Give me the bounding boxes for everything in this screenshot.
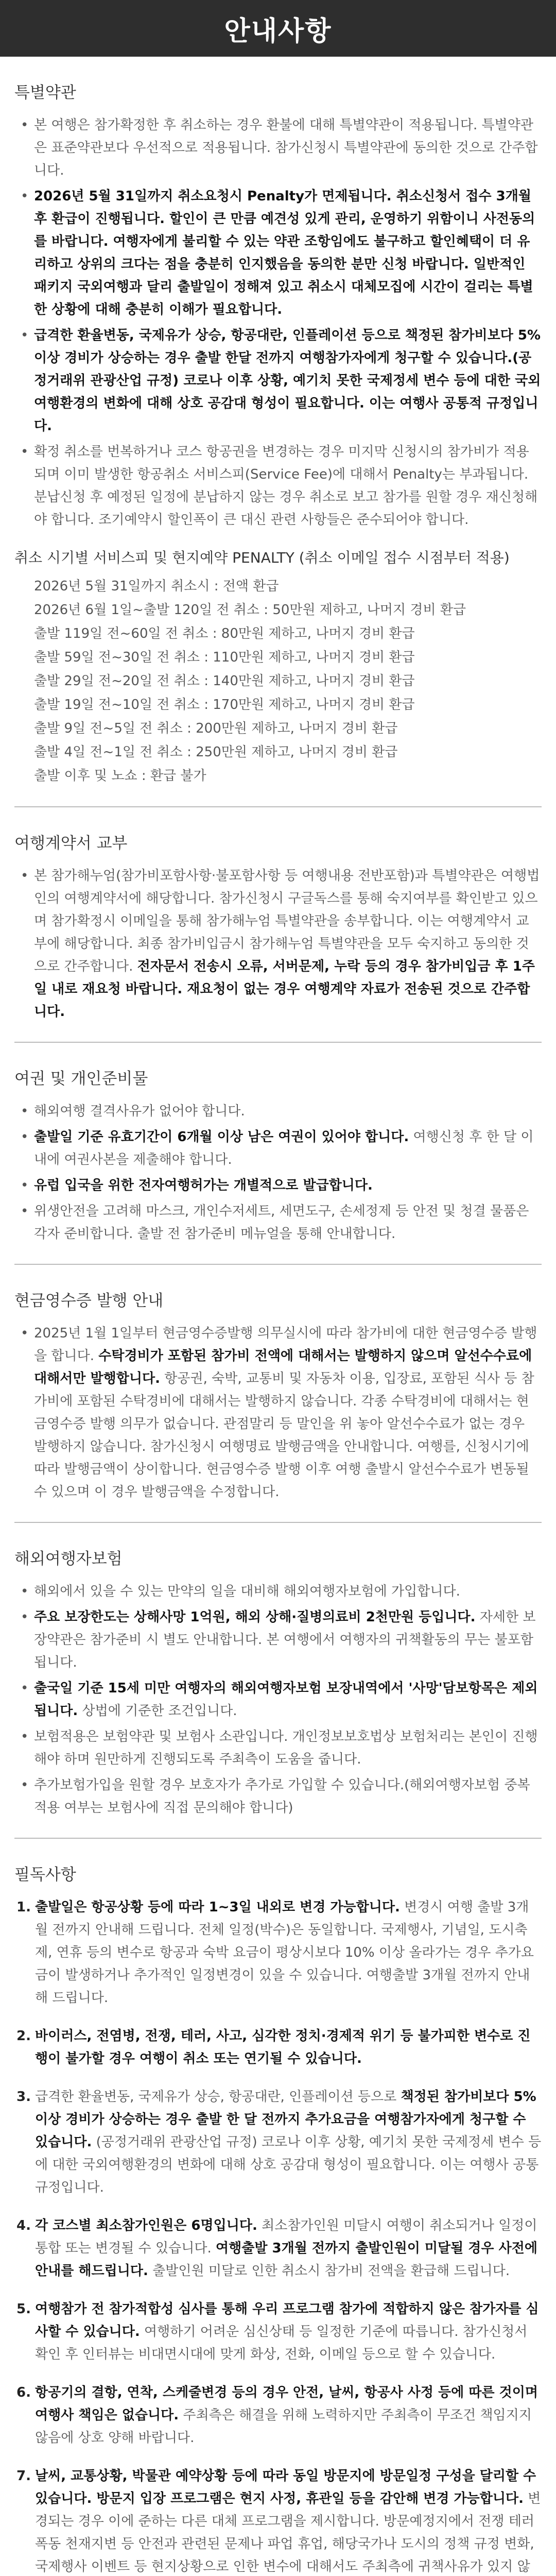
body-text: 자세한 보장약관은 참가준비 시 별도 안내합니다. 본 여행에서 여행자의 귀책활동의 무는 불포함됩니다.: [34, 1609, 536, 1670]
schedule-line: 출발 9일 전~5일 전 취소 : 200만원 제하고, 나머지 경비 환급: [34, 721, 398, 736]
emphasis-text: 출국일 기준 15세 미만 여행자의 해외여행자보험 보장내역에서 '사망'담보항목은 제외됩니다.: [34, 1681, 538, 1719]
emphasis-text: 항공기의 결항, 연착, 스케줄변경 등의 경우 안전, 날씨, 항공사 사정 등에 따른 것이며 여행사 책임은 없습니다.: [35, 2385, 538, 2423]
passport-section: [0, 1065, 556, 1245]
emphasis-text: 수탁경비가 포함된 참가비 전액에 대해서는 발행하지 않으며 알선수수료에 대해서만 발행합니다.: [34, 1348, 532, 1386]
body-text: (공정거래위 관광산업 규정) 코로나 이후 상황, 예기치 못한 국제정세 변수 등에 대한 국외여행환경의 변화에 대해 상호 공감대 형성이 필요합니다. 이는 여행사 공통 규정입니다.: [35, 2134, 542, 2195]
divider: [14, 806, 542, 807]
cash-receipt-title: 현금영수증 발행 안내: [14, 1292, 164, 1310]
insurance-list: [14, 1580, 542, 1819]
numbered-item: [14, 2214, 542, 2282]
emphasis-text: 바이러스, 전염병, 전쟁, 테러, 사고, 심각한 정치·경제적 위기 등 불가피한 변수로 진행이 불가할 경우 여행이 취소 또는 연기될 수 있습니다.: [35, 2028, 531, 2066]
item-number: 2.: [16, 2028, 31, 2044]
body-text: 본 참가해누엄(참가비포함사항·불포함사항 등 여행내용 전반포함)과 특별약관은 여행법인의 여행계약서에 해당합니다. 참가신청시 구글독스를 통해 숙지여부를 확인받고 있으며 참가확정시 이메일을 통해 참가해누엄 특별약관을 송부합니다. 이는 여행계약서 교부에 해당합니다. 최종 참가비입금시 참가해누엄 특별약관을 모두 숙지하고 동의한 것으로 간주합니다.: [34, 868, 540, 974]
list-item: [14, 1126, 542, 1171]
body-text: 상법에 기준한 조건입니다.: [78, 1703, 237, 1719]
required-reading-title: 필독사항: [14, 1866, 76, 1884]
emphasis-text: 주요 보장한도는 상해사망 1억원, 해외 상해·질병의료비 2천만원 등입니다.: [34, 1609, 476, 1625]
schedule-line: 2026년 6월 1일~출발 120일 전 취소 : 50만원 제하고, 나머지 경비 환급: [34, 602, 466, 618]
list-item: [14, 1100, 542, 1123]
special-terms-list: [14, 114, 542, 531]
list-item: [14, 324, 542, 437]
special-terms-title: 특별약관: [14, 83, 76, 102]
body-text: 위생안전을 고려해 마스크, 개인수저세트, 세면도구, 손세정제 등 안전 및 청결 물품은 각자 준비합니다. 출발 전 참가준비 메뉴얼을 통해 안내합니다.: [34, 1204, 529, 1242]
body-text: 출발인원 미달로 인한 취소시 참가비 전액을 환급해 드립니다.: [148, 2263, 510, 2279]
emphasis-text: 급격한 환율변동, 국제유가 상승, 항공대란, 인플레이션 등으로 책정된 참가비보다 5% 이상 경비가 상승하는 경우 출발 한달 전까지 여행참가자에게 청구할 수 있습니다.(공정거래위 관광산업 규정) 코로나 이후 상황, 예기치 못한 국제정세 변수 등에 대한 국외여행환경의 변화에 대해 상호 공감대 형성이 필요합니다. 이는 여행사 공통적 규정입니다.: [34, 328, 541, 434]
insurance-title: 해외여행자보험: [14, 1550, 123, 1568]
body-text: 해외여행 결격사유가 없어야 합니다.: [34, 1104, 245, 1119]
cash-receipt-list: [14, 1322, 542, 1503]
emphasis-text: 각 코스별 최소참가인원은 6명입니다.: [35, 2218, 257, 2233]
list-item: [14, 1200, 542, 1245]
list-item: [14, 1322, 542, 1503]
list-item: [14, 185, 542, 321]
emphasis-text: 날씨, 교통상황, 박물관 예약상황 등에 따라 동일 방문지에 방문일정 구성을 달리할 수 있습니다. 방문지 입장 프로그램은 현지 사정, 휴관일 등을 감안해 변경 가능합니다.: [35, 2468, 536, 2506]
body-text: 최소참가인원 미달시 여행이 취소되거나 일정이 통합 또는 변경될 수 있습니다.: [35, 2218, 537, 2256]
contract-delivery-title: 여행계약서 교부: [14, 834, 128, 853]
item-number: 7.: [16, 2468, 31, 2484]
numbered-item: [14, 2465, 542, 2576]
divider: [14, 1522, 542, 1523]
list-item: [14, 865, 542, 1023]
insurance-section: [0, 1546, 556, 1819]
passport-list: [14, 1100, 542, 1245]
body-text: 주최측은 해결을 위해 노력하지만 주최측이 무조건 책임지지 않음에 상호 양해 바랍니다.: [35, 2408, 532, 2446]
list-item: [14, 1725, 542, 1771]
schedule-line: 출발 59일 전~30일 전 취소 : 110만원 제하고, 나머지 경비 환급: [34, 650, 415, 665]
body-text: 급격한 환율변동, 국제유가 상승, 항공대란, 인플레이션 등으로: [35, 2089, 401, 2105]
cash-receipt-section: [0, 1287, 556, 1503]
emphasis-text: 출발일은 항공상황 등에 따라 1~3일 내외로 변경 가능합니다.: [35, 1900, 400, 1915]
body-text: 해외에서 있을 수 있는 만약의 일을 대비해 해외여행자보험에 가입합니다.: [34, 1584, 460, 1599]
schedule-line: 출발 이후 및 노쇼 : 환급 불가: [34, 768, 206, 784]
page-title: 안내사항: [224, 15, 332, 47]
required-reading-section: [0, 1861, 556, 2576]
numbered-item: [14, 2086, 542, 2199]
body-text: 여행하기 어려운 심신상태 등 일정한 기준에 따릅니다. 참가신청서 확인 후 인터뷰는 비대면시대에 맞게 화상, 전화, 이메일 등으로 할 수 있습니다.: [35, 2324, 528, 2362]
emphasis-text: 여행출발 3개월 전까지 출발인원이 미달될 경우 사전에 안내를 해드립니다.: [35, 2241, 537, 2279]
cancel-schedule-list: [14, 574, 542, 788]
item-number: 1.: [16, 1900, 31, 1915]
divider: [14, 1838, 542, 1839]
item-number: 5.: [16, 2301, 31, 2317]
body-text: 보험적용은 보험약관 및 보험사 소관입니다. 개인정보보호법상 보험처리는 본인이 진행해야 하며 원만하게 진행되도록 주최측이 도움을 줍니다.: [34, 1729, 538, 1767]
numbered-item: [14, 2381, 542, 2449]
emphasis-text: 유럽 입국을 위한 전자여행허가는 개별적으로 발급합니다.: [34, 1178, 373, 1193]
item-number: 4.: [16, 2218, 31, 2233]
emphasis-text: 책정된 참가비보다 5% 이상 경비가 상승하는 경우 출발 한 달 전까지 추가요금을 여행참가자에게 청구할 수 있습니다.: [35, 2089, 536, 2150]
schedule-line: 출발 4일 전~1일 전 취소 : 250만원 제하고, 나머지 경비 환급: [34, 744, 398, 760]
list-item: [14, 1580, 542, 1603]
passport-title: 여권 및 개인준비물: [14, 1070, 148, 1088]
divider: [14, 1042, 542, 1043]
list-item: [14, 1606, 542, 1674]
body-text: 변경되는 경우 이에 준하는 다른 대체 프로그램을 제시합니다. 방문예정지에서 전쟁 테러 폭동 천재지변 등 안전과 관련된 문제나 파업 휴업, 해당국가나 도시의 정책 규정 변화, 국제행사 이벤트 등 현지상황으로 인한 변수에 대해서도 주최측에 귀책사유가 있지 않: [35, 2491, 541, 2574]
body-text: 본 여행은 참가확정한 후 취소하는 경우 환불에 대해 특별약관이 적용됩니다. 특별약관은 표준약관보다 우선적으로 적용됩니다. 참가신청시 특별약관에 동의한 것으로 간주합니다.: [34, 117, 538, 178]
item-number: 6.: [16, 2385, 31, 2400]
list-item: [14, 1174, 542, 1197]
numbered-item: [14, 2025, 542, 2070]
body-text: 추가보험가입을 원할 경우 보호자가 추가로 가입할 수 있습니다.(해외여행자보험 중복적용 여부는 보험사에 직접 문의해야 합니다): [34, 1777, 530, 1816]
schedule-line: 2026년 5월 31일까지 취소시 : 전액 환급: [34, 579, 279, 594]
schedule-line: 출발 29일 전~20일 전 취소 : 140만원 제하고, 나머지 경비 환급: [34, 673, 415, 689]
body-text: 항공권, 숙박, 교통비 및 자동차 이용, 입장료, 포함된 식사 등 참가비에 포함된 수탁경비에 대해서는 발행하지 않습니다. 각종 수탁경비에 대해서는 현금영수증 발행 의무가 없습니다. 관점말리 등 말인을 위 놓아 알선수수료가 없는 경우 발행하지 않습니다. 참가신청시 여행명료 발행금액을 안내합니다. 여행를, 신청시기에 따라 발행금액이 상이합니다. 현금영수증 발행 이후 여행 출발시 알선수수료가 변동될 수 있으며 이 경우 발행금액을 수정합니다.: [34, 1371, 534, 1500]
divider: [14, 1264, 542, 1265]
cancel-schedule-title: 취소 시기별 서비스피 및 현지예약 PENALTY (취소 이메일 접수 시점부터 적용): [14, 549, 510, 566]
list-item: [14, 1774, 542, 1819]
emphasis-text: 여행참가 전 참가적합성 심사를 통해 우리 프로그램 참가에 적합하지 않은 참가자를 심사할 수 있습니다.: [35, 2301, 539, 2340]
body-text: 여행신청 후 한 달 이내에 여권사본을 제출해야 합니다.: [34, 1129, 534, 1167]
list-item: [14, 114, 542, 182]
body-text: 2025년 1월 1일부터 현금영수증발행 의무실시에 따라 참가비에 대한 현금영수증 발행을 합니다.: [34, 1326, 537, 1364]
emphasis-text: 전자문서 전송시 오류, 서버문제, 누락 등의 경우 참가비입금 후 1주일 내로 재요청 바랍니다. 재요청이 없는 경우 여행계약 자료가 전송된 것으로 간주합니다.: [34, 959, 535, 1020]
special-terms-section: [0, 79, 556, 788]
contract-delivery-section: [0, 830, 556, 1023]
list-item: [14, 1677, 542, 1722]
item-number: 3.: [16, 2089, 31, 2105]
body-text: 변경시 여행 출발 3개월 전까지 안내해 드립니다. 전체 일정(박수)은 동일합니다. 국제행사, 기념일, 도시축제, 연휴 등의 변수로 항공과 숙박 요금이 평상시보다 10% 이상 올라가는 경우 추가요금이 발생하거나 추가적인 일정변경이 있을 수 있습니다. 여행출발 3개월 전까지 안내해 드립니다.: [35, 1900, 534, 2006]
required-reading-list: [14, 1896, 542, 2576]
emphasis-text: 2026년 5월 31일까지 취소요청시 Penalty가 면제됩니다. 취소신청서 접수 3개월 후 환급이 진행됩니다. 할인이 큰 만큼 예견성 있게 관리, 운영하기 위함이니 사전동의를 바랍니다. 여행자에게 불리할 수 있는 약관 조항임에도 불구하고 할인혜택이 더 유리하고 상위의 크다는 점을 충분히 인지했음을 동의한 분만 신청 바랍니다. 일반적인 패키지 국외여행과 달리 출발일이 정해져 있고 취소시 대체모집에 시간이 걸리는 특별한 상황에 대해 충분히 이해가 필요합니다.: [34, 189, 535, 317]
schedule-line: 출발 119일 전~60일 전 취소 : 80만원 제하고, 나머지 경비 환급: [34, 626, 415, 641]
schedule-line: 출발 19일 전~10일 전 취소 : 170만원 제하고, 나머지 경비 환급: [34, 697, 415, 713]
contract-delivery-list: [14, 865, 542, 1023]
body-text: 확정 취소를 번복하거나 코스 항공권을 변경하는 경우 미지막 신청시의 참가비가 적용되며 이미 발생한 항공취소 서비스피(Service Fee)에 대해서 Penalty는 부과됩니다. 분납신청 후 예정된 일정에 분납하지 않는 경우 취소로 보고 참가를 원할 경우 재신청해야 합니다. 조기예약시 할인폭이 큰 대신 관련 사항들은 준수되어야 합니다.: [34, 444, 538, 528]
page-header: [0, 0, 556, 57]
list-item: [14, 440, 542, 531]
numbered-item: [14, 1896, 542, 2009]
numbered-item: [14, 2298, 542, 2366]
emphasis-text: 출발일 기준 유효기간이 6개월 이상 남은 여권이 있어야 합니다.: [34, 1129, 409, 1145]
